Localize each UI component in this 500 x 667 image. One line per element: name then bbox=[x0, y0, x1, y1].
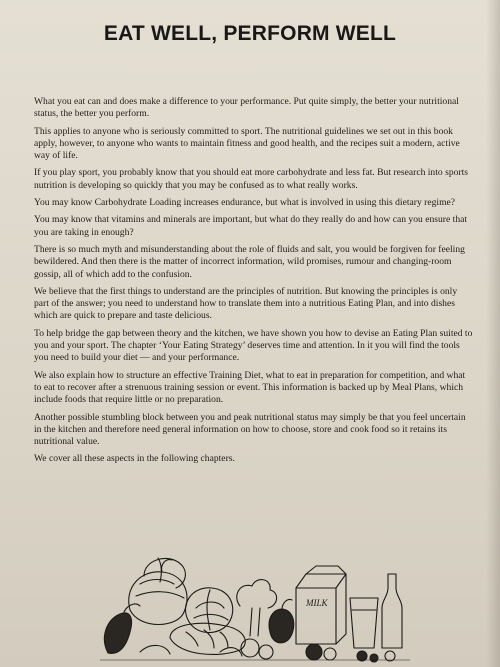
paragraph: If you play sport, you probably know that you should eat more carbohydrate and less fat. But research into sports nutrition is developing so quickly that you may be confused as to what really works. bbox=[34, 167, 469, 191]
paragraph: There is so much myth and misunderstanding about the role of fluids and salt, you would be forgiven for feeling bewildered. And then there is the matter of incorrect information, wild promises, rumour and changing-room gossip, all of which add to the confusion. bbox=[34, 243, 465, 280]
paragraph: You may know that vitamins and minerals are important, but what do they really do and how can you ensure that you are taking in enough? bbox=[34, 214, 468, 238]
paragraph: You may know Carbohydrate Loading increases endurance, but what is involved in using this dietary regime? bbox=[34, 197, 456, 209]
paragraph: Another possible stumbling block between you and peak nutritional status may simply be that you feel uncertain in the kitchen and therefore need general information on how to choose, store and cook food so it retains its nutritional value. bbox=[34, 411, 466, 448]
milk-label: MILK bbox=[306, 598, 328, 608]
paragraph: We also explain how to structure an effective Training Diet, what to eat in preparation for competition, and what to eat to recover after a strenuous training session or event. This information is backed up by Meal Plans, which include foods that require little or no preparation. bbox=[34, 369, 466, 406]
paragraph: To help bridge the gap between theory and the kitchen, we have shown you how to devise an Eating Plan suited to you and your sport. The chapter ‘Your Eating Strategy’ deserves time and attention. In it you will find the tools you need to build your diet — and your performance. bbox=[34, 327, 473, 364]
food-illustration-icon bbox=[100, 548, 410, 663]
page-title: EAT WELL, PERFORM WELL bbox=[103, 22, 397, 45]
paragraph: What you eat can and does make a difference to your performance. Put quite simply, the better your nutritional status, the better you perform. bbox=[34, 96, 459, 120]
paragraph: We cover all these aspects in the following chapters. bbox=[34, 453, 235, 465]
paragraph: We believe that the first things to understand are the principles of nutrition. But knowing the principles is only part of the answer; you need to understand how to translate them into a nutritious Eating Plan, and into dishes which are quick to prepare and taste delicious. bbox=[34, 285, 458, 322]
paragraph: This applies to anyone who is seriously committed to sport. The nutritional guidelines we set out in this book apply, however, to anyone who wants to maintain fitness and good health, and the recipes suit a modern, active way of life. bbox=[34, 125, 460, 162]
body-text bbox=[34, 96, 474, 471]
